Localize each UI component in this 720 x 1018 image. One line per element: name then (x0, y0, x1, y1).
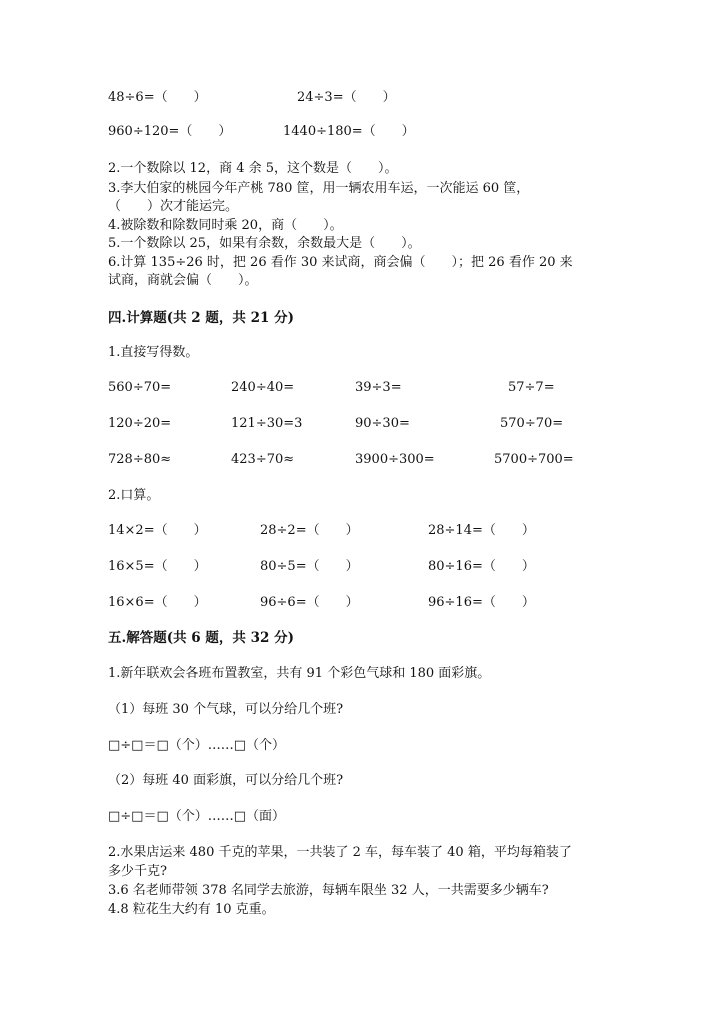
calc-item: 570÷70= (500, 416, 564, 431)
calc-item: 28÷14=（ ） (428, 523, 535, 538)
calc-row (0, 593, 720, 613)
question-line: 6.计算 135÷26 时，把 26 看作 30 来试商，商会偏（ ）；把 26 看作 20 来 (108, 255, 573, 270)
question-line: （2）每班 40 面彩旗，可以分给几个班? (108, 773, 344, 788)
question-line: 4.8 粒花生大约有 10 克重。 (108, 902, 275, 917)
answer-template: □÷□＝□（个）……□（面） (108, 809, 286, 824)
calc-item: 96÷16=（ ） (428, 595, 535, 610)
section-heading: 五.解答题(共 6 题，共 32 分) (108, 630, 294, 646)
calc-row (0, 557, 720, 577)
calc-item: 24÷3=（ ） (297, 90, 396, 105)
calc-item: 240÷40= (231, 380, 295, 395)
calc-item: 57÷7= (508, 380, 555, 395)
section-heading: 四.计算题(共 2 题，共 21 分) (108, 310, 294, 326)
question-line: （1）每班 30 个气球，可以分给几个班? (108, 702, 344, 717)
question-line: 2.一个数除以 12，商 4 余 5，这个数是（ ）。 (108, 161, 398, 176)
calc-item: 48÷6=（ ） (108, 90, 207, 105)
calc-item: 5700÷700= (494, 452, 574, 467)
calc-item: 14×2=（ ） (108, 523, 207, 538)
calc-row (0, 414, 720, 434)
question-line: 2.水果店运来 480 千克的苹果，一共装了 2 车，每车装了 40 箱，平均每箱装了 (108, 845, 572, 860)
calc-item: 728÷80≈ (108, 452, 172, 467)
calc-row (0, 521, 720, 541)
calc-item: 16×5=（ ） (108, 559, 207, 574)
calc-item: 3900÷300= (355, 452, 435, 467)
question-line: 试商，商就会偏（ ）。 (108, 273, 258, 288)
calc-item: 80÷5=（ ） (260, 559, 359, 574)
question-line: （ ）次才能运完。 (108, 199, 239, 214)
calc-item: 423÷70≈ (231, 452, 295, 467)
question-line: 4.被除数和除数同时乘 20，商（ ）。 (108, 218, 343, 233)
calc-item: 120÷20= (108, 416, 172, 431)
calc-item: 960÷120=（ ） (108, 124, 232, 139)
calc-item: 121÷30=3 (231, 416, 303, 431)
question-line: 多少千克? (108, 864, 167, 879)
answer-template: □÷□＝□（个）……□（个） (108, 738, 286, 753)
calc-item: 96÷6=（ ） (260, 595, 359, 610)
calc-item: 90÷30= (355, 416, 410, 431)
calc-item: 80÷16=（ ） (428, 559, 535, 574)
calc-row (0, 450, 720, 470)
question-line: 1.新年联欢会各班布置教室，共有 91 个彩色气球和 180 面彩旗。 (108, 666, 491, 681)
calc-item: 560÷70= (108, 380, 172, 395)
question-title: 2.口算。 (108, 488, 160, 503)
question-line: 5.一个数除以 25，如果有余数，余数最大是（ ）。 (108, 236, 421, 251)
calc-row (0, 122, 720, 142)
calc-item: 28÷2=（ ） (260, 523, 359, 538)
calc-item: 16×6=（ ） (108, 595, 207, 610)
question-line: 3.6 名老师带领 378 名同学去旅游，每辆车限坐 32 人，一共需要多少辆车? (108, 883, 549, 898)
question-line: 3.李大伯家的桃园今年产桃 780 筐，用一辆农用车运，一次能运 60 筐， (108, 181, 530, 196)
calc-row (0, 378, 720, 398)
calc-item: 39÷3= (355, 380, 402, 395)
calc-item: 1440÷180=（ ） (283, 124, 415, 139)
question-title: 1.直接写得数。 (108, 345, 199, 360)
calc-row (0, 88, 720, 108)
